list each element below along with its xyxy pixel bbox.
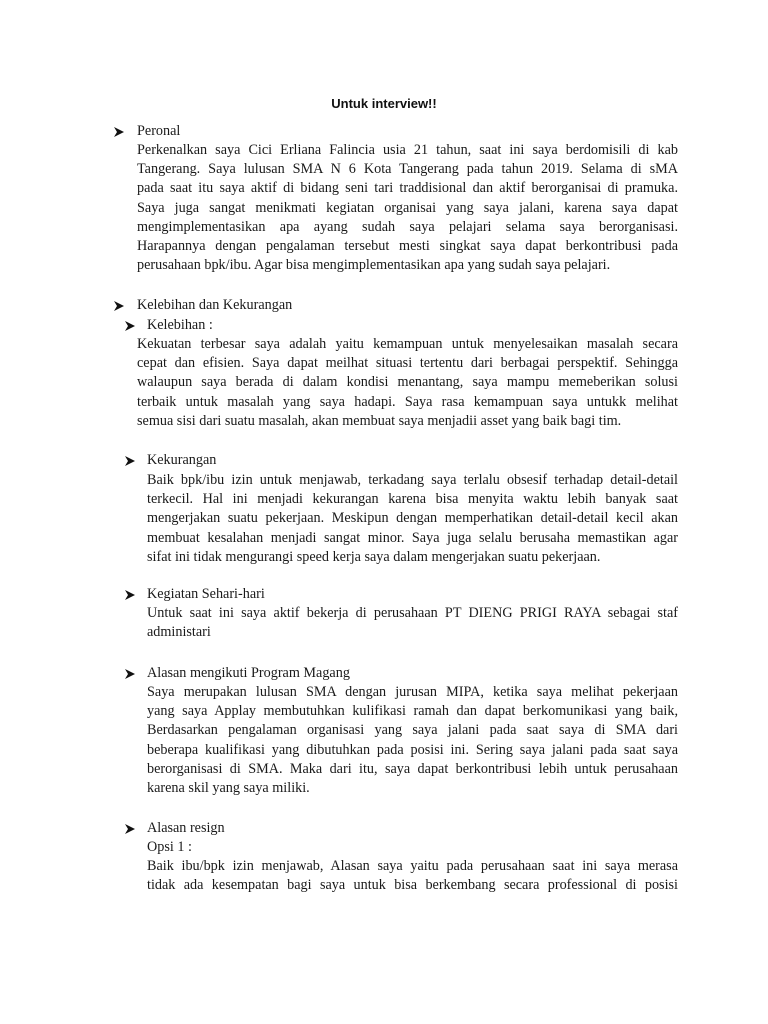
- section-heading-kelebihan-kekurangan: Kelebihan dan Kekurangan: [137, 297, 293, 313]
- text-line: cepat dan efisien. Saya dapat meilhat situasi tertentu dari berbagai perspektif. Sehingga: [137, 355, 678, 372]
- arrow-bullet-icon: [124, 455, 136, 467]
- paragraph-alasan-resign: [147, 857, 678, 895]
- text-line: terkecil. Hal ini menjadi kekurangan karena bisa menyita waktu lebih banyak saat: [147, 491, 678, 508]
- section-heading-kegiatan: Kegiatan Sehari-hari: [147, 586, 265, 602]
- subsection-heading-kelebihan: Kelebihan :: [147, 317, 213, 333]
- text-line: semua sisi dari suatu masalah, akan membuat saya menjadii asset yang baik bagi tim.: [137, 412, 622, 429]
- text-line: Harapannya dengan pengalaman tersebut mesti singkat saya dapat berkontribusi pada: [137, 237, 678, 254]
- arrow-bullet-icon: [113, 126, 125, 138]
- arrow-bullet-icon: [124, 823, 136, 835]
- paragraph-alasan-magang: [147, 683, 678, 798]
- text-line: yang saya Applay membutuhkan kulifikasi ramah dan dapat berkomunikasi yang baik,: [147, 703, 678, 720]
- section-heading-personal: Peronal: [137, 123, 181, 139]
- text-line: mengimplementasikan apa ayang sudah saya pelajari selama saya berorganisasi.: [137, 218, 678, 235]
- text-line: terbaik untuk masalah yang saya hadapi. Saya rasa kemampuan saya untukk melihat: [137, 393, 678, 410]
- text-line: beberapa kualifikasi yang dibutuhkan pada posisi ini. Sering saya jalani pada saat saya: [147, 741, 678, 758]
- text-line: Tangerang. Saya lulusan SMA N 6 Kota Tangerang pada tahun 2019. Selama di sMA: [137, 161, 678, 178]
- text-line: administari: [147, 624, 211, 641]
- text-line: Saya merupakan lulusan SMA dengan jurusan MIPA, ketika saya melihat pekerjaan: [147, 684, 678, 700]
- subsection-heading-kekurangan: Kekurangan: [147, 452, 217, 468]
- arrow-bullet-icon: [113, 300, 125, 312]
- paragraph-personal: [137, 141, 678, 275]
- text-line: Baik ibu/bpk izin menjawab, Alasan saya yaitu pada perusahaan saat ini saya merasa: [147, 858, 678, 874]
- paragraph-kegiatan: [147, 604, 678, 642]
- text-line: Berdasarkan pengalaman organisasi yang saya jalani pada saat saya di SMA dari: [147, 722, 678, 739]
- text-line: pada saat itu saya aktif di bidang seni tari traddisional dan aktif berorganisai di pramuka.: [137, 180, 678, 197]
- text-line: berorganisasi di SMA. Maka dari itu, saya dapat berkontribusi lebih untuk perusahaan: [147, 760, 678, 777]
- text-line: mengerjakan suatu pekerjaan. Meskipun dengan memperhatikan detail-detail kecil akan: [147, 510, 678, 527]
- document-title: Untuk interview!!: [331, 96, 437, 111]
- text-line: karena skil yang saya miliki.: [147, 779, 310, 796]
- section-heading-alasan-magang: Alasan mengikuti Program Magang: [147, 665, 350, 681]
- arrow-bullet-icon: [124, 589, 136, 601]
- arrow-bullet-icon: [124, 320, 136, 332]
- text-line: Untuk saat ini saya aktif bekerja di perusahaan PT DIENG PRIGI RAYA sebagai staf: [147, 605, 678, 621]
- text-line: Kekuatan terbesar saya adalah yaitu kemampuan untuk menyelesaikan masalah secara: [137, 336, 678, 352]
- text-line: sifat ini tidak mengurangi speed kerja saya dalam mengerjakan suatu pekerjaan.: [147, 548, 601, 565]
- text-line: tidak ada kesempatan bagi saya untuk bisa berkembang secara professional di posisi: [147, 877, 678, 894]
- text-line: Baik bpk/ibu izin untuk menjawab, terkadang saya terlalu obsesif terhadap detail-detail: [147, 472, 678, 488]
- text-line: walaupun saya berada di dalam kondisi menantang, saya mampu memeberikan solusi: [137, 374, 678, 391]
- arrow-bullet-icon: [124, 668, 136, 680]
- paragraph-kelebihan: [137, 335, 678, 431]
- option-label: Opsi 1 :: [147, 839, 192, 855]
- text-line: perusahaan bpk/ibu. Agar bisa mengimplementasikan apa yang sudah saya pelajari.: [137, 257, 611, 274]
- section-heading-alasan-resign: Alasan resign: [147, 820, 225, 836]
- text-line: membuat kesalahan menjadi sangat minor. Saya juga selalu berusaha memastikan agar: [147, 529, 678, 546]
- text-line: Perkenalkan saya Cici Erliana Falincia usia 21 tahun, saat ini saya berdomisili di kab: [137, 142, 678, 158]
- paragraph-kekurangan: [147, 471, 678, 567]
- text-line: Saya juga sangat menikmati kegiatan organisai yang saya jalani, karena saya dapat: [137, 199, 678, 216]
